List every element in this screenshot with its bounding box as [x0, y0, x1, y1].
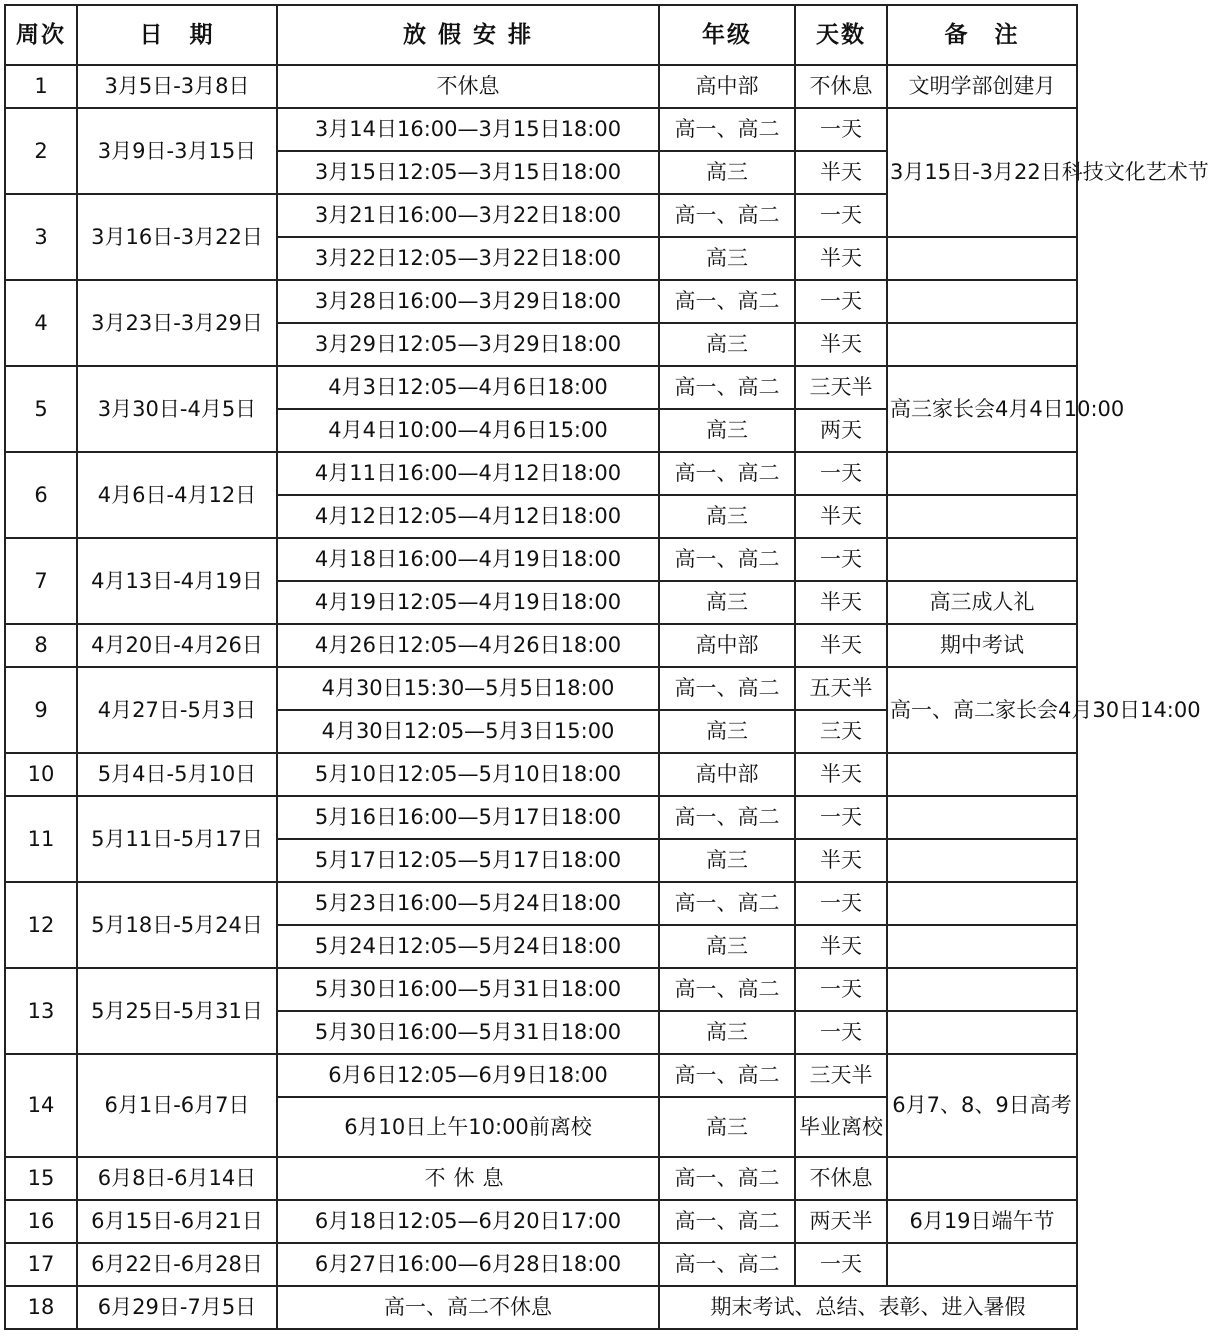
note-cell — [887, 538, 1077, 581]
grade-cell: 高一、高二 — [659, 538, 795, 581]
holiday-schedule-table — [4, 4, 1209, 1330]
week-cell: 4 — [5, 280, 77, 366]
grade-cell: 高三 — [659, 237, 795, 280]
arrangement-cell: 3月15日12:05—3月15日18:00 — [277, 151, 659, 194]
grade-cell: 高三 — [659, 409, 795, 452]
days-cell: 半天 — [795, 839, 887, 882]
arrangement-cell: 6月6日12:05—6月9日18:00 — [277, 1054, 659, 1097]
grade-cell: 高一、高二 — [659, 796, 795, 839]
week-cell: 3 — [5, 194, 77, 280]
week-cell: 14 — [5, 1054, 77, 1157]
arrangement-cell: 4月30日15:30—5月5日18:00 — [277, 667, 659, 710]
arrangement-cell: 3月21日16:00—3月22日18:00 — [277, 194, 659, 237]
date-cell: 3月30日-4月5日 — [77, 366, 277, 452]
note-cell — [887, 839, 1077, 882]
date-cell: 4月6日-4月12日 — [77, 452, 277, 538]
grade-cell: 高三 — [659, 1097, 795, 1157]
arrangement-cell: 4月18日16:00—4月19日18:00 — [277, 538, 659, 581]
note-cell — [887, 968, 1077, 1011]
table-row — [5, 753, 1077, 796]
grade-cell: 高三 — [659, 151, 795, 194]
note-cell — [887, 1157, 1077, 1200]
date-cell: 5月18日-5月24日 — [77, 882, 277, 968]
days-cell: 半天 — [795, 495, 887, 538]
header-arrangement: 放 假 安 排 — [277, 5, 659, 65]
grade-cell: 高一、高二 — [659, 1200, 795, 1243]
arrangement-cell: 5月24日12:05—5月24日18:00 — [277, 925, 659, 968]
note-cell — [887, 452, 1077, 495]
days-cell: 不休息 — [795, 1157, 887, 1200]
note-cell — [887, 753, 1077, 796]
week-cell: 16 — [5, 1200, 77, 1243]
grade-cell: 高一、高二 — [659, 1157, 795, 1200]
days-cell: 半天 — [795, 237, 887, 280]
note-cell — [887, 1243, 1077, 1286]
arrangement-cell: 5月30日16:00—5月31日18:00 — [277, 1011, 659, 1054]
grade-cell: 高三 — [659, 495, 795, 538]
days-cell: 半天 — [795, 925, 887, 968]
days-cell: 半天 — [795, 581, 887, 624]
grade-cell: 高三 — [659, 839, 795, 882]
date-cell: 6月22日-6月28日 — [77, 1243, 277, 1286]
days-cell: 一天 — [795, 796, 887, 839]
arrangement-cell: 4月12日12:05—4月12日18:00 — [277, 495, 659, 538]
days-cell: 三天半 — [795, 366, 887, 409]
note-cell: 期中考试 — [887, 624, 1077, 667]
note-cell — [887, 1011, 1077, 1054]
grade-cell: 高三 — [659, 710, 795, 753]
table-row — [5, 65, 1077, 108]
date-cell: 6月15日-6月21日 — [77, 1200, 277, 1243]
grade-cell: 高一、高二 — [659, 280, 795, 323]
date-cell: 4月13日-4月19日 — [77, 538, 277, 624]
days-cell: 一天 — [795, 1011, 887, 1054]
days-cell: 三天半 — [795, 1054, 887, 1097]
arrangement-cell: 5月16日16:00—5月17日18:00 — [277, 796, 659, 839]
table-row — [5, 796, 1077, 839]
header-row — [5, 5, 1077, 65]
table-row — [5, 624, 1077, 667]
note-cell: 6月7、8、9日高考 — [887, 1054, 1077, 1157]
header-notes: 备 注 — [887, 5, 1077, 65]
header-grade: 年级 — [659, 5, 795, 65]
table-row — [5, 1243, 1077, 1286]
header-week: 周次 — [5, 5, 77, 65]
table-row — [5, 882, 1077, 925]
days-cell: 半天 — [795, 624, 887, 667]
grade-cell: 高三 — [659, 581, 795, 624]
days-cell: 一天 — [795, 882, 887, 925]
week-cell: 8 — [5, 624, 77, 667]
table-row — [5, 1054, 1077, 1097]
arrangement-cell: 5月17日12:05—5月17日18:00 — [277, 839, 659, 882]
date-cell: 4月27日-5月3日 — [77, 667, 277, 753]
week-cell: 10 — [5, 753, 77, 796]
week-cell: 1 — [5, 65, 77, 108]
date-cell: 3月16日-3月22日 — [77, 194, 277, 280]
grade-cell: 高三 — [659, 1011, 795, 1054]
days-cell: 五天半 — [795, 667, 887, 710]
days-cell: 两天半 — [795, 1200, 887, 1243]
note-cell — [887, 280, 1077, 323]
grade-cell: 高一、高二 — [659, 194, 795, 237]
header-days: 天数 — [795, 5, 887, 65]
date-cell: 3月9日-3月15日 — [77, 108, 277, 194]
table-row — [5, 452, 1077, 495]
days-cell: 三天 — [795, 710, 887, 753]
arrangement-cell: 6月18日12:05—6月20日17:00 — [277, 1200, 659, 1243]
table-row — [5, 366, 1077, 409]
days-cell: 一天 — [795, 108, 887, 151]
week-cell: 11 — [5, 796, 77, 882]
note-cell — [887, 237, 1077, 280]
days-cell: 一天 — [795, 538, 887, 581]
grade-cell: 高一、高二 — [659, 1243, 795, 1286]
days-cell: 半天 — [795, 323, 887, 366]
table-row — [5, 1200, 1077, 1243]
grade-cell: 高一、高二 — [659, 667, 795, 710]
note-cell — [887, 925, 1077, 968]
grade-cell: 高一、高二 — [659, 108, 795, 151]
days-cell: 一天 — [795, 280, 887, 323]
note-cell — [887, 882, 1077, 925]
arrangement-cell: 4月11日16:00—4月12日18:00 — [277, 452, 659, 495]
table-row — [5, 667, 1077, 710]
table-row — [5, 1286, 1077, 1329]
arrangement-cell: 3月29日12:05—3月29日18:00 — [277, 323, 659, 366]
note-cell: 3月15日-3月22日科技文化艺术节 — [887, 108, 1077, 237]
week-cell: 9 — [5, 667, 77, 753]
grade-cell: 高中部 — [659, 624, 795, 667]
arrangement-cell: 5月30日16:00—5月31日18:00 — [277, 968, 659, 1011]
note-cell: 文明学部创建月 — [887, 65, 1077, 108]
arrangement-cell: 3月22日12:05—3月22日18:00 — [277, 237, 659, 280]
note-cell: 6月19日端午节 — [887, 1200, 1077, 1243]
date-cell: 6月8日-6月14日 — [77, 1157, 277, 1200]
week-cell: 2 — [5, 108, 77, 194]
arrangement-cell: 5月23日16:00—5月24日18:00 — [277, 882, 659, 925]
arrangement-cell: 6月10日上午10:00前离校 — [277, 1097, 659, 1157]
arrangement-cell: 高一、高二不休息 — [277, 1286, 659, 1329]
week-cell: 15 — [5, 1157, 77, 1200]
note-cell — [887, 323, 1077, 366]
arrangement-cell: 6月27日16:00—6月28日18:00 — [277, 1243, 659, 1286]
arrangement-cell: 3月28日16:00—3月29日18:00 — [277, 280, 659, 323]
grade-cell: 高三 — [659, 323, 795, 366]
arrangement-cell: 4月3日12:05—4月6日18:00 — [277, 366, 659, 409]
arrangement-cell: 不休息 — [277, 65, 659, 108]
note-cell — [887, 495, 1077, 538]
merged-note-cell: 期末考试、总结、表彰、进入暑假 — [659, 1286, 1077, 1329]
grade-cell: 高中部 — [659, 753, 795, 796]
table-row — [5, 108, 1077, 151]
grade-cell: 高一、高二 — [659, 968, 795, 1011]
week-cell: 13 — [5, 968, 77, 1054]
note-cell — [887, 796, 1077, 839]
arrangement-cell: 3月14日16:00—3月15日18:00 — [277, 108, 659, 151]
grade-cell: 高一、高二 — [659, 882, 795, 925]
week-cell: 12 — [5, 882, 77, 968]
days-cell: 不休息 — [795, 65, 887, 108]
note-cell: 高一、高二家长会4月30日14:00 — [887, 667, 1077, 753]
days-cell: 半天 — [795, 753, 887, 796]
days-cell: 一天 — [795, 452, 887, 495]
week-cell: 18 — [5, 1286, 77, 1329]
arrangement-cell: 4月26日12:05—4月26日18:00 — [277, 624, 659, 667]
date-cell: 6月1日-6月7日 — [77, 1054, 277, 1157]
arrangement-cell: 4月4日10:00—4月6日15:00 — [277, 409, 659, 452]
grade-cell: 高一、高二 — [659, 452, 795, 495]
date-cell: 3月23日-3月29日 — [77, 280, 277, 366]
date-cell: 5月11日-5月17日 — [77, 796, 277, 882]
arrangement-cell: 4月30日12:05—5月3日15:00 — [277, 710, 659, 753]
grade-cell: 高中部 — [659, 65, 795, 108]
note-cell: 高三家长会4月4日10:00 — [887, 366, 1077, 452]
days-cell: 毕业离校 — [795, 1097, 887, 1157]
table-row — [5, 968, 1077, 1011]
date-cell: 4月20日-4月26日 — [77, 624, 277, 667]
arrangement-cell: 4月19日12:05—4月19日18:00 — [277, 581, 659, 624]
week-cell: 17 — [5, 1243, 77, 1286]
arrangement-cell: 5月10日12:05—5月10日18:00 — [277, 753, 659, 796]
table-row — [5, 280, 1077, 323]
days-cell: 一天 — [795, 968, 887, 1011]
header-date: 日 期 — [77, 5, 277, 65]
arrangement-cell: 不休息 — [277, 1157, 659, 1200]
grade-cell: 高一、高二 — [659, 1054, 795, 1097]
week-cell: 7 — [5, 538, 77, 624]
date-cell: 6月29日-7月5日 — [77, 1286, 277, 1329]
date-cell: 5月4日-5月10日 — [77, 753, 277, 796]
table-row — [5, 538, 1077, 581]
grade-cell: 高一、高二 — [659, 366, 795, 409]
days-cell: 两天 — [795, 409, 887, 452]
grade-cell: 高三 — [659, 925, 795, 968]
week-cell: 5 — [5, 366, 77, 452]
days-cell: 一天 — [795, 194, 887, 237]
days-cell: 半天 — [795, 151, 887, 194]
table-row — [5, 1157, 1077, 1200]
note-cell: 高三成人礼 — [887, 581, 1077, 624]
date-cell: 3月5日-3月8日 — [77, 65, 277, 108]
week-cell: 6 — [5, 452, 77, 538]
date-cell: 5月25日-5月31日 — [77, 968, 277, 1054]
days-cell: 一天 — [795, 1243, 887, 1286]
